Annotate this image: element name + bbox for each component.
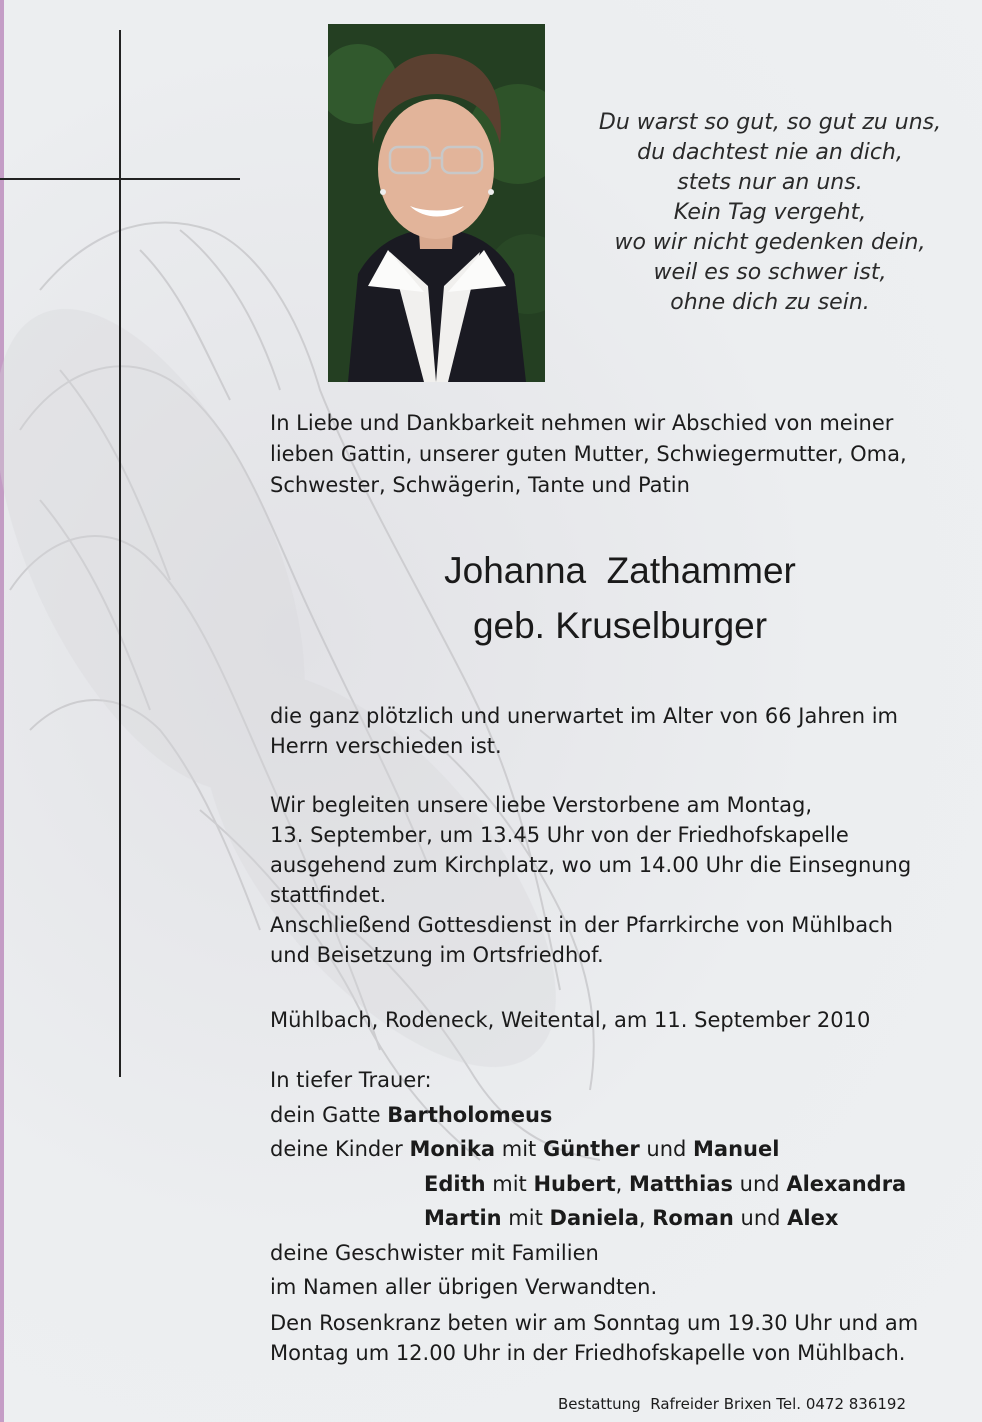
cross-vertical bbox=[119, 30, 121, 1077]
mourner-relatives: im Namen aller übrigen Verwandten. bbox=[270, 1275, 658, 1299]
rosary-line: Den Rosenkranz beten wir am Sonntag um 19.30 Uhr und am bbox=[270, 1311, 919, 1335]
rosary-info bbox=[270, 1308, 970, 1368]
poem-line: wo wir nicht gedenken dein, bbox=[614, 230, 926, 255]
intro-line: Schwester, Schwägerin, Tante und Patin bbox=[270, 473, 690, 497]
poem-line: stets nur an uns. bbox=[677, 170, 863, 195]
deceased-name-block bbox=[270, 543, 970, 653]
rosary-line: Montag um 12.00 Uhr in der Friedhofskapelle von Mühlbach. bbox=[270, 1341, 906, 1365]
poem-line: Du warst so gut, so gut zu uns, bbox=[598, 110, 942, 135]
announcement-line: die ganz plötzlich und unerwartet im Alter von 66 Jahren im bbox=[270, 704, 899, 728]
mourner-husband: dein Gatte Bartholomeus bbox=[270, 1102, 553, 1127]
mourner-siblings: deine Geschwister mit Familien bbox=[270, 1240, 599, 1265]
mourner-children-3: Martin mit Daniela, Roman und Alex bbox=[424, 1206, 839, 1230]
memorial-poem bbox=[560, 108, 980, 318]
cross-horizontal bbox=[0, 178, 240, 180]
funeral-line: stattfindet. bbox=[270, 883, 387, 907]
place-date bbox=[270, 1005, 970, 1035]
funeral-line: und Beisetzung im Ortsfriedhof. bbox=[270, 943, 604, 967]
poem-line: ohne dich zu sein. bbox=[670, 290, 870, 315]
poem-line: Kein Tag vergeht, bbox=[673, 200, 867, 225]
mourner-children-1: deine Kinder Monika mit Günther und Manuel bbox=[270, 1137, 780, 1161]
mourners-list bbox=[270, 1063, 970, 1305]
announcement-line: Herrn verschieden ist. bbox=[270, 734, 502, 758]
place-date-line: Mühlbach, Rodeneck, Weitental, am 11. September 2010 bbox=[270, 1008, 871, 1032]
deceased-birth-name: geb. Kruselburger bbox=[472, 605, 768, 646]
funeral-line: Wir begleiten unsere liebe Verstorbene am Montag, bbox=[270, 793, 813, 817]
mourner-children-2: Edith mit Hubert, Matthias und Alexandra bbox=[424, 1171, 907, 1196]
intro-line: In Liebe und Dankbarkeit nehmen wir Abschied von meiner bbox=[270, 411, 894, 435]
poem-line: du dachtest nie an dich, bbox=[637, 140, 903, 165]
portrait-photo bbox=[328, 24, 545, 382]
poem-line: weil es so schwer ist, bbox=[653, 260, 887, 285]
funeral-home-footer: Bestattung Rafreider Brixen Tel. 0472 836192 bbox=[558, 1395, 907, 1413]
funeral-details bbox=[270, 790, 970, 970]
deceased-name: Johanna Zathammer bbox=[444, 550, 796, 591]
farewell-intro bbox=[270, 408, 970, 501]
funeral-line: 13. September, um 13.45 Uhr von der Friedhofskapelle bbox=[270, 823, 849, 847]
death-announcement bbox=[270, 701, 970, 761]
funeral-line: ausgehend zum Kirchplatz, wo um 14.00 Uhr die Einsegnung bbox=[270, 853, 912, 877]
funeral-line: Anschließend Gottesdienst in der Pfarrkirche von Mühlbach bbox=[270, 913, 893, 937]
intro-line: lieben Gattin, unserer guten Mutter, Schwiegermutter, Oma, bbox=[270, 442, 907, 466]
mourners-heading: In tiefer Trauer: bbox=[270, 1068, 432, 1092]
